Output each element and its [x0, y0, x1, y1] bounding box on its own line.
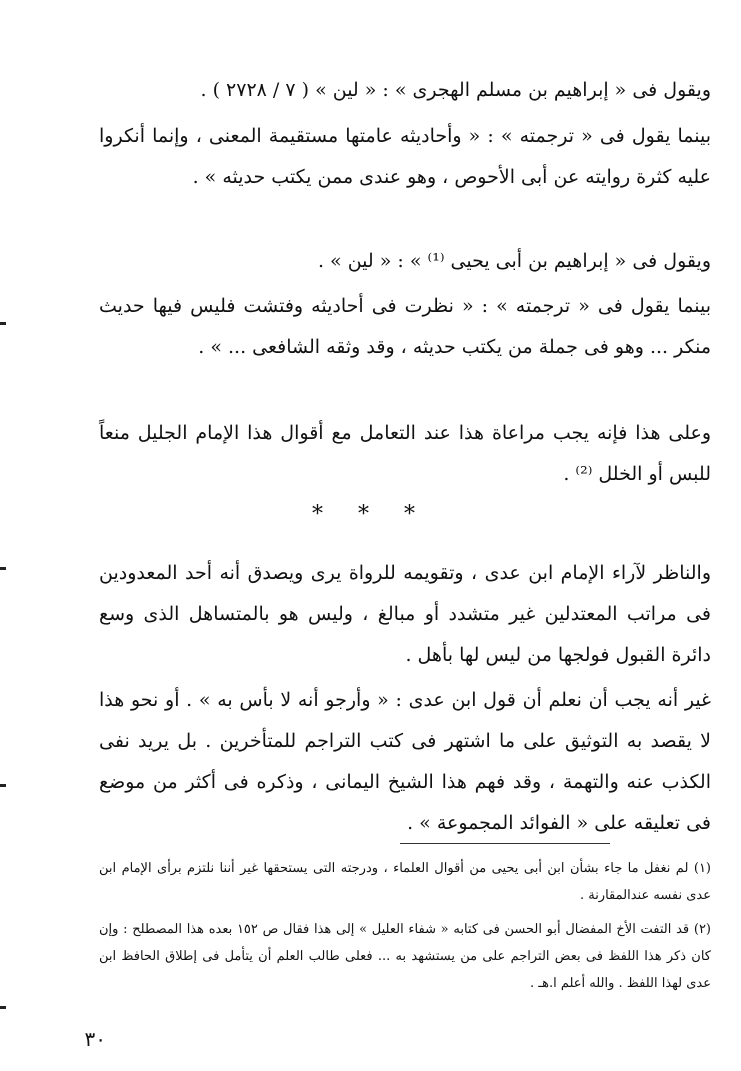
footnote-1: (١) لم نغفل ما جاء بشأن ابن أبى يحيى من أقوال العلماء ، ودرجته التى يستحقها غير أننا نلتزم برأى الإمام ابن عدى نفسه عندالمقارنة .: [99, 861, 711, 903]
scan-edge-mark: [0, 322, 6, 325]
scan-edge-mark: [0, 567, 6, 570]
page-number: ٣٠: [84, 1027, 106, 1051]
paragraph-5: وعلى هذا فإنه يجب مراعاة هذا عند التعامل مع أقوال هذا الإمام الجليل منعاً للبس أو الخلل ⁽²⁾ .: [99, 422, 711, 485]
paragraph-3: ويقول فى « إبراهيم بن أبى يحيى ⁽¹⁾ » : « لين » .: [317, 250, 711, 272]
section-separator: * * *: [312, 502, 429, 527]
paragraph-1: ويقول فى « إبراهيم بن مسلم الهجرى » : « لين » ( ٧ / ٢٧٢٨ ) .: [200, 79, 711, 101]
paragraph-2: بينما يقول فى « ترجمته » : « وأحاديثه عامتها مستقيمة المعنى ، وإنما أنكروا عليه كثرة روايته عن أبى الأحوص ، وهو عندى ممن يكتب حديثه » .: [99, 125, 711, 188]
footnote-divider: [400, 843, 610, 844]
paragraph-6: والناظر لآراء الإمام ابن عدى ، وتقويمه للرواة يرى ويصدق أنه أحد المعدودين فى مراتب المعتدلين غير متشدد أو مبالغ ، وليس هو بالمتساهل الذى وسع دائرة القبول فولجها من ليس لها بأهل .: [99, 562, 711, 666]
footnote-2: (٢) قد التفت الأخ المفضال أبو الحسن فى كتابه « شفاء العليل » إلى هذا فقال ص ١٥٢ بعده هذا المصطلح : وإن كان ذكر هذا اللفظ فى بعض التراجم على من يستشهد به ... فعلى طالب العلم أن يتأمل فى إطلاق الحافظ ابن عدى لهذا اللفظ . والله أعلم ا.هـ .: [99, 922, 711, 991]
paragraph-7: غير أنه يجب أن نعلم أن قول ابن عدى : « وأرجو أنه لا بأس به » . أو نحو هذا لا يقصد به التوثيق على ما اشتهر فى كتب التراجم للمتأخرين . بل يريد نفى الكذب عنه والتهمة ، وقد فهم هذا الشيخ اليمانى ، وذكره فى أكثر من موضع فى تعليقه على « الفوائد المجموعة » .: [99, 689, 711, 834]
paragraph-4: بينما يقول فى « ترجمته » : « نظرت فى أحاديثه وفتشت فليس فيها حديث منكر ... وهو فى جملة من يكتب حديثه ، وقد وثقه الشافعى ... » .: [99, 295, 711, 358]
scan-edge-mark: [0, 1006, 6, 1009]
scan-edge-mark: [0, 784, 6, 787]
